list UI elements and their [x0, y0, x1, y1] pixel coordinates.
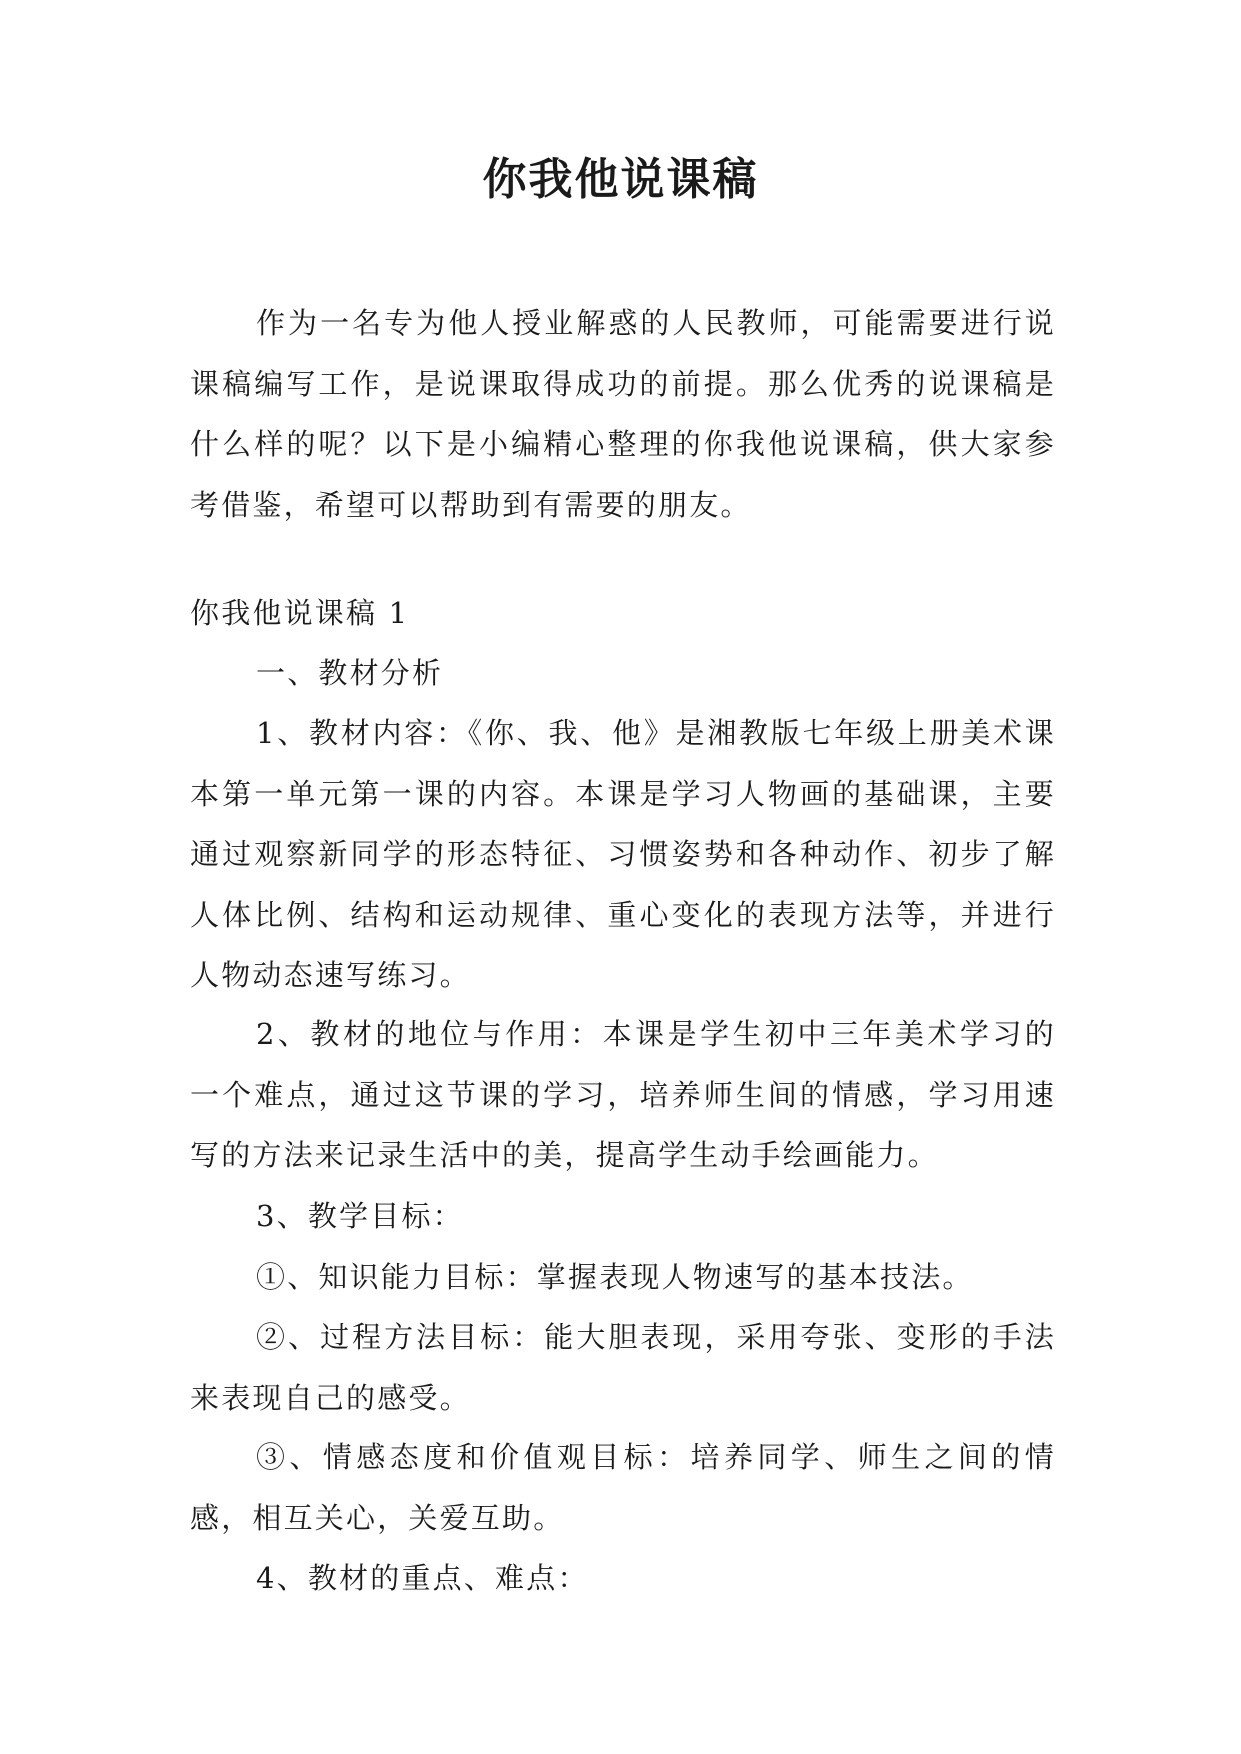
paragraph-teaching-goals: 3、教学目标： — [256, 1199, 464, 1233]
paragraph-key-points: 4、教材的重点、难点： — [256, 1561, 589, 1595]
paragraph-textbook-analysis: 一、教材分析 — [256, 656, 444, 690]
paragraph-textbook-role: 2、教材的地位与作用：本课是学生初中三年美术学习的一个难点，通过这节课的学习，培养师生间的情感，学习用速写的方法来记录生活中的美，提高学生动手绘画能力。 — [190, 1017, 1056, 1172]
section-heading: 你我他说课稿 1 — [190, 596, 410, 630]
paragraph-process-goal: ②、过程方法目标：能大胆表现，采用夸张、变形的手法来表现自己的感受。 — [190, 1320, 1056, 1415]
paragraph-textbook-content: 1、教材内容：《你、我、他》是湘教版七年级上册美术课本第一单元第一课的内容。本课是学习人物画的基础课，主要通过观察新同学的形态特征、习惯姿势和各种动作、初步了解人体比例、结构和运动规律、重心变化的表现方法等，并进行人物动态速写练习。 — [190, 716, 1056, 992]
intro-paragraph: 作为一名专为他人授业解惑的人民教师，可能需要进行说课稿编写工作，是说课取得成功的前提。那么优秀的说课稿是什么样的呢？以下是小编精心整理的你我他说课稿，供大家参考借鉴，希望可以帮助到有需要的朋友。 — [190, 306, 1056, 522]
paragraph-knowledge-goal: ①、知识能力目标：掌握表现人物速写的基本技法。 — [256, 1260, 974, 1294]
document-title: 你我他说课稿 — [482, 154, 759, 205]
paragraph-emotion-goal: ③、情感态度和价值观目标：培养同学、师生之间的情感，相互关心，关爱互助。 — [190, 1440, 1056, 1535]
